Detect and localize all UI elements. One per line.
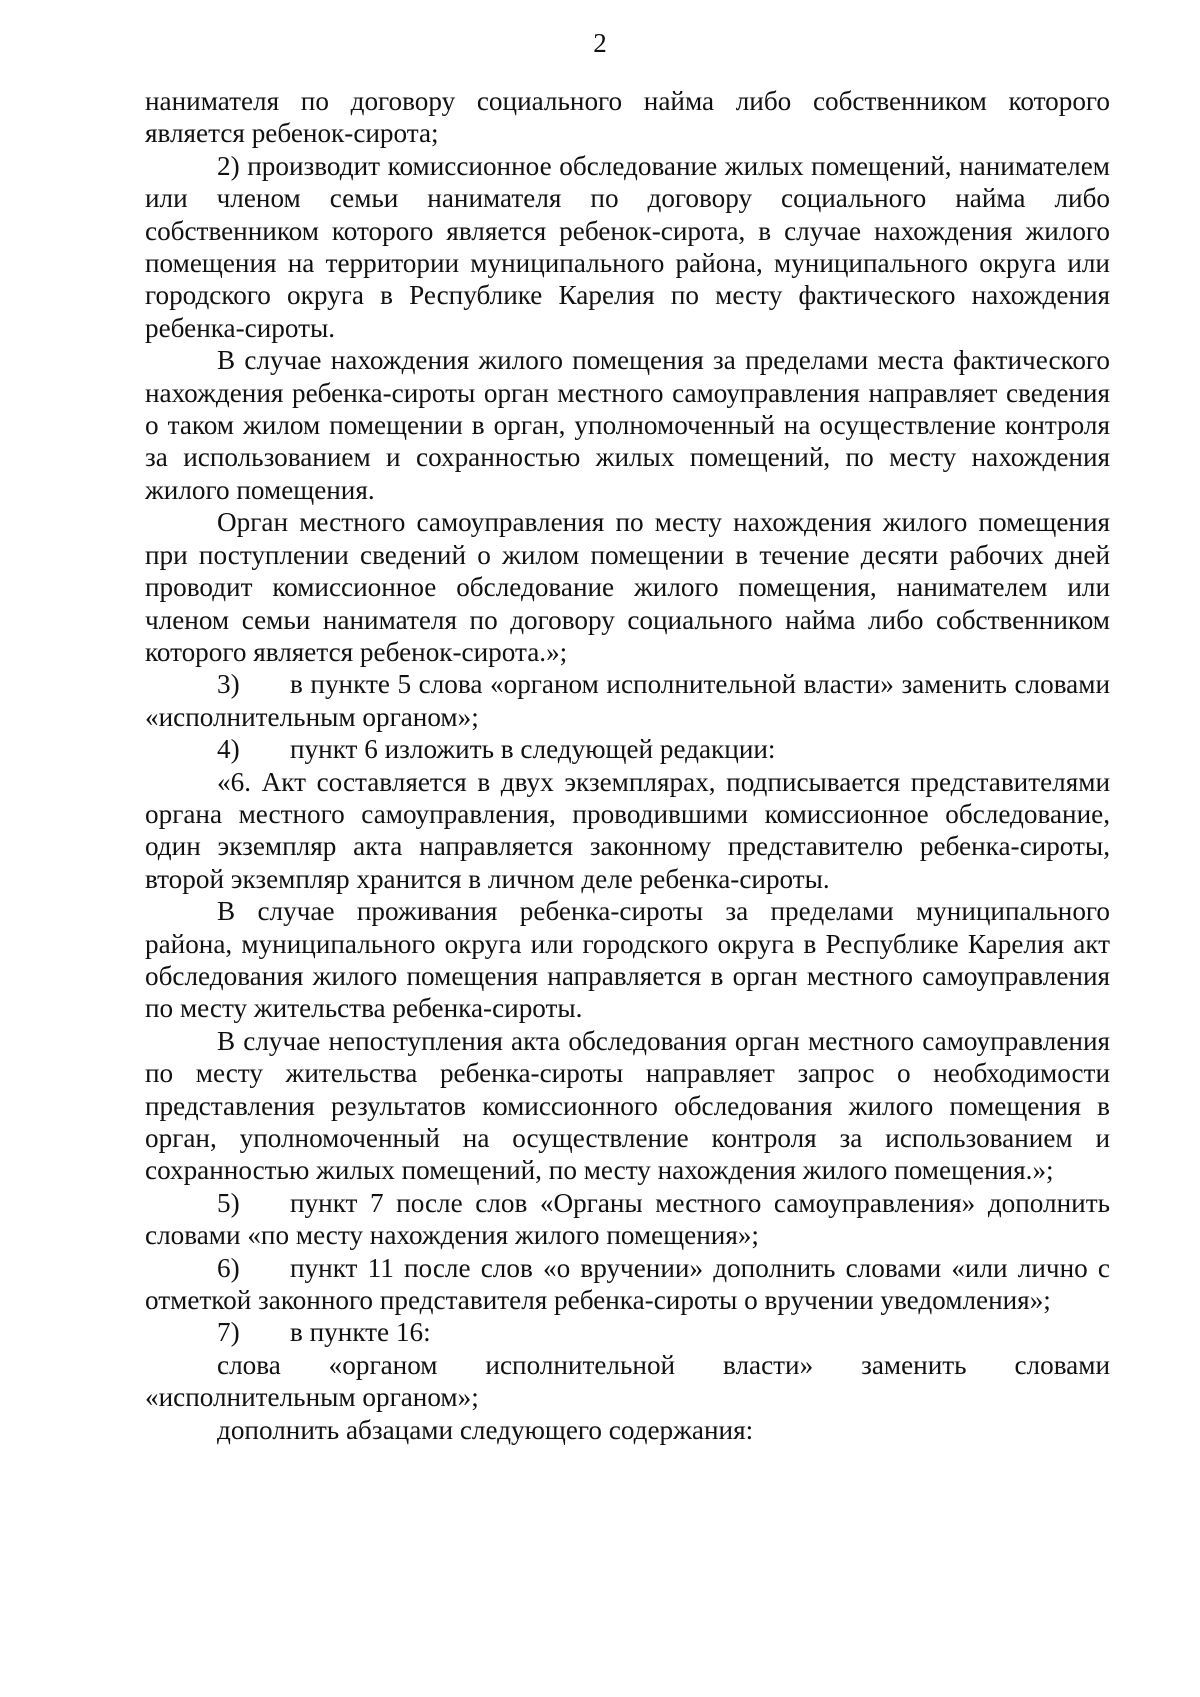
- page-number: 2: [593, 28, 607, 58]
- item-text: в пункте 5 слова «органом исполнительной власти» заменить словами «исполнительным органом»;: [145, 669, 1110, 732]
- paragraph-continuation: нанимателя по договору социального найма либо собственником которого является ребенок-сирота;: [145, 86, 1110, 149]
- item-text: пункт 11 после слов «о вручении» дополнить словами «или лично с отметкой законного представителя ребенка-сироты о вручении уведомления»;: [145, 1252, 1110, 1316]
- quoted-paragraph: «6. Акт составляется в двух экземплярах, подписывается представителями органа местного самоуправления, проводившими комиссионное обследование, один экземпляр акта направляется законному представителю ребенка-сироты, второй экземпляр хранится в личном деле ребенка-сироты.: [145, 766, 1110, 894]
- quoted-paragraph: В случае проживания ребенка-сироты за пределами муниципального района, муниципального округа или городского округа в Республике Карелия акт обследования жилого помещения направляется в орган местного самоуправления по месту жительства ребенка-сироты.: [145, 896, 1110, 1024]
- item-number: 5): [217, 1187, 240, 1218]
- paragraph: Орган местного самоуправления по месту нахождения жилого помещения при поступлении сведений о жилом помещении в течение десяти рабочих дней проводит комиссионное обследование жилого помещения, нанимателем или членом семьи нанимателя по договору социального найма либо собственником которого является ребенок-сирота.»;: [145, 507, 1110, 667]
- list-item: [145, 733, 1110, 765]
- list-item: [145, 1252, 1110, 1317]
- item-number: 4): [217, 734, 240, 765]
- item-text: пункт 6 изложить в следующей редакции:: [290, 734, 776, 765]
- paragraph: дополнить абзацами следующего содержания:: [217, 1414, 754, 1445]
- quoted-paragraph: В случае непоступления акта обследования орган местного самоуправления по месту жительства ребенка-сироты направляет запрос о необходимости представления результатов комиссионного обследования жилого помещения в орган, уполномоченный на осуществление контроля за использованием и сохранностью жилых помещений, по месту нахождения жилого помещения.»;: [145, 1025, 1110, 1186]
- paragraph: В случае нахождения жилого помещения за пределами места фактического нахождения ребенка-сироты орган местного самоуправления направляет сведения о таком жилом помещении в орган, уполномоченный на осуществление контроля за использованием и сохранностью жилых помещений, по месту нахождения жилого помещения.: [145, 345, 1110, 505]
- item-text: в пункте 16:: [290, 1317, 431, 1348]
- item-number: 3): [217, 669, 240, 700]
- list-item: [145, 668, 1110, 733]
- list-item: [145, 1187, 1110, 1252]
- paragraph: слова «органом исполнительной власти» заменить словами «исполнительным органом»;: [145, 1349, 1110, 1413]
- list-item: [145, 1316, 1110, 1348]
- document-body: [145, 85, 1110, 1446]
- paragraph-item-2: 2) производит комиссионное обследование жилых помещений, нанимателем или членом семьи нанимателя по договору социального найма либо собственником которого является ребенок-сирота, в случае нахождения жилого помещения на территории муниципального района, муниципального округа или городского округа в Республике Карелия по месту фактического нахождения ребенка-сироты.: [145, 150, 1110, 343]
- item-number: 6): [217, 1252, 240, 1283]
- item-text: пункт 7 после слов «Органы местного самоуправления» дополнить словами «по месту нахождения жилого помещения»;: [145, 1187, 1110, 1251]
- item-number: 7): [217, 1317, 240, 1348]
